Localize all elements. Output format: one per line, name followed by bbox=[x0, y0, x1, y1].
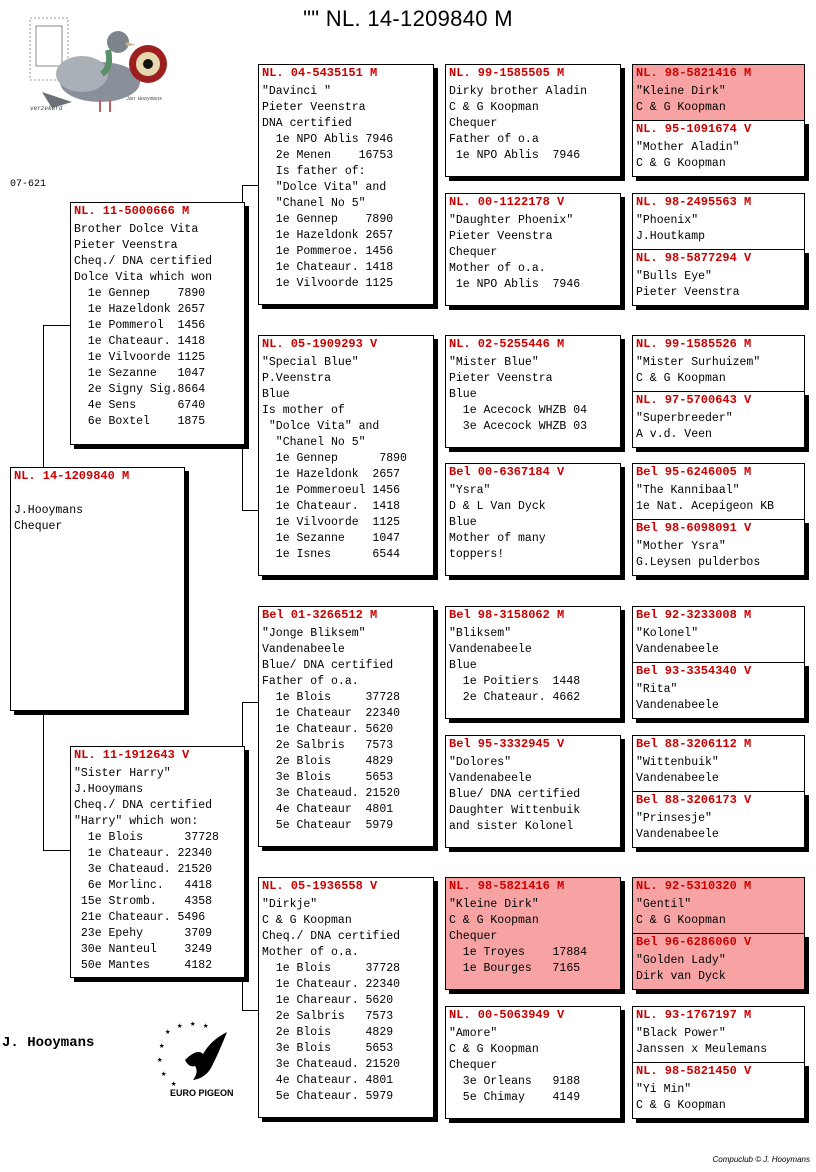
grandmother-maternal-card bbox=[258, 877, 434, 1118]
svg-text:verzekerd: verzekerd bbox=[30, 105, 63, 112]
card-details: "Special Blue" P.Veenstra Blue Is mother of "Dolce Vita" and "Chanel No 5" 1e Gennep 7890 1e Hazeldonk 2657 1e Pommeroeul 1456 1e Chateaur. 1418 1e Vilvoorde 1125 1e Sezanne 1047 1e Isnes 6544 bbox=[262, 356, 407, 561]
card-details: "Bliksem" Vandenabeele Blue 1e Poitiers 1448 2e Chateaur. 4662 bbox=[449, 627, 581, 704]
svg-text:Jan Hooymans: Jan Hooymans bbox=[126, 96, 163, 102]
card-details: "Phoenix" J.Houtkamp bbox=[636, 214, 706, 243]
card-details: "Rita" Vandenabeele bbox=[636, 683, 719, 712]
card-details: "Yi Min" C & G Koopman bbox=[636, 1083, 726, 1112]
ring-number: NL. 00-1122178 V bbox=[449, 195, 565, 209]
ring-number: NL. 99-1585526 M bbox=[636, 337, 752, 351]
mother-card bbox=[70, 746, 245, 978]
great-grandparent-card bbox=[445, 463, 621, 576]
svg-text:★: ★ bbox=[165, 1027, 171, 1037]
ring-number: NL. 02-5255446 M bbox=[449, 337, 565, 351]
grandfather-paternal-card bbox=[258, 64, 434, 305]
ring-number: NL. 98-2495563 M bbox=[636, 195, 752, 209]
connector bbox=[242, 510, 258, 511]
card-details: "Kleine Dirk" C & G Koopman bbox=[636, 85, 726, 114]
father-card bbox=[70, 202, 245, 445]
card-details: J.Hooymans Chequer bbox=[14, 504, 84, 533]
breeder-name: J. Hooymans bbox=[2, 1035, 95, 1051]
ring-number: NL. 98-5821416 M bbox=[449, 879, 565, 893]
grandmother-paternal-card bbox=[258, 335, 434, 576]
connector bbox=[242, 1010, 258, 1011]
ring-number: NL. 05-1909293 V bbox=[262, 337, 378, 351]
euro-pigeon-logo bbox=[155, 1020, 235, 1090]
grandfather-maternal-card bbox=[258, 606, 434, 847]
card-details: "Amore" C & G Koopman Chequer 3e Orleans 9188 5e Chimay 4149 bbox=[449, 1027, 581, 1104]
ring-number: Bel 92-3233008 M bbox=[636, 608, 752, 622]
svg-text:★: ★ bbox=[177, 1021, 183, 1031]
ring-number: Bel 95-3332945 V bbox=[449, 737, 565, 751]
card-details: "Mister Blue" Pieter Veenstra Blue 1e Acecock WHZB 04 3e Acecock WHZB 03 bbox=[449, 356, 588, 433]
card-details: Brother Dolce Vita Pieter Veenstra Cheq./ DNA certified Dolce Vita which won 1e Gennep 7890 1e Hazeldonk 2657 1e Pommerol 1456 1e Chateaur. 1418 1e Vilvoorde 1125 1e Sezanne 1047 2e Signy Sig.8664 4e Sens 6740 6e Boxtel 1875 bbox=[74, 223, 213, 428]
subject-card bbox=[10, 467, 185, 711]
ring-number: NL. 98-5821416 M bbox=[636, 66, 752, 80]
card-details: "Bulls Eye" Pieter Veenstra bbox=[636, 270, 740, 299]
ancestor-card bbox=[632, 735, 805, 792]
ancestor-card bbox=[632, 64, 805, 121]
card-details: "Davinci " Pieter Veenstra DNA certified 1e NPO Ablis 7946 2e Menen 16753 Is father of: "Dolce Vita" and "Chanel No 5" 1e Gennep 7890 1e Hazeldonk 2657 1e Pommeroe. 1456 1e Chateaur. 1418 1e Vilvoorde 1125 bbox=[262, 85, 394, 290]
connector bbox=[242, 702, 258, 703]
ring-number: NL. 11-5000666 M bbox=[74, 204, 190, 218]
ring-number: NL. 92-5310320 M bbox=[636, 879, 752, 893]
copyright-footer: Compuclub © J. Hooymans bbox=[712, 1155, 810, 1164]
ring-number: Bel 01-3266512 M bbox=[262, 608, 378, 622]
svg-text:★: ★ bbox=[203, 1021, 209, 1031]
club-logo bbox=[22, 12, 172, 122]
card-details: "Kolonel" Vandenabeele bbox=[636, 627, 719, 656]
card-details: "Black Power" Janssen x Meulemans bbox=[636, 1027, 768, 1056]
ancestor-card bbox=[632, 519, 805, 576]
ring-number: Bel 88-3206173 V bbox=[636, 793, 752, 807]
ancestor-card bbox=[632, 249, 805, 306]
ring-number: NL. 14-1209840 M bbox=[14, 469, 130, 483]
ancestor-card bbox=[632, 193, 805, 250]
great-grandparent-card bbox=[445, 193, 621, 306]
ancestor-card bbox=[632, 391, 805, 448]
svg-text:★: ★ bbox=[190, 1020, 196, 1029]
ancestor-card bbox=[632, 1062, 805, 1119]
card-details: "Mother Aladin" C & G Koopman bbox=[636, 141, 740, 170]
connector bbox=[43, 850, 70, 851]
card-details: "Kleine Dirk" C & G Koopman Chequer 1e Troyes 17884 1e Bourges 7165 bbox=[449, 898, 588, 975]
ring-number: Bel 98-6098091 V bbox=[636, 521, 752, 535]
great-grandparent-card bbox=[445, 64, 621, 177]
ring-number: NL. 98-5821450 V bbox=[636, 1064, 752, 1078]
ring-number: NL. 98-5877294 V bbox=[636, 251, 752, 265]
card-details: "Daughter Phoenix" Pieter Veenstra Chequer Mother of o.a. 1e NPO Ablis 7946 bbox=[449, 214, 581, 291]
great-grandparent-card bbox=[445, 606, 621, 719]
connector bbox=[43, 325, 44, 468]
great-grandparent-card bbox=[445, 1006, 621, 1119]
great-grandparent-card bbox=[445, 335, 621, 448]
ring-number: Bel 88-3206112 M bbox=[636, 737, 752, 751]
card-details: "Prinsesje" Vandenabeele bbox=[636, 812, 719, 841]
svg-text:★: ★ bbox=[159, 1041, 165, 1051]
pedigree-title: "" NL. 14-1209840 M bbox=[303, 6, 513, 31]
ancestor-card bbox=[632, 877, 805, 934]
ring-number: Bel 00-6367184 V bbox=[449, 465, 565, 479]
ring-number: NL. 97-5700643 V bbox=[636, 393, 752, 407]
ring-number: Bel 98-3158062 M bbox=[449, 608, 565, 622]
card-details: "Jonge Bliksem" Vandenabeele Blue/ DNA certified Father of o.a. 1e Blois 37728 1e Chateaur 22340 1e Chateaur. 5620 2e Salbris 7573 2e Blois 4829 3e Blois 5653 3e Chateaud. 21520 4e Chateaur 4801 5e Chateaur 5979 bbox=[262, 627, 401, 832]
pedigree-code: 07-621 bbox=[10, 179, 47, 190]
great-grandparent-card bbox=[445, 735, 621, 848]
connector bbox=[242, 185, 258, 186]
euro-stars-dove-icon bbox=[155, 1020, 235, 1090]
card-details: "Mister Surhuizem" C & G Koopman bbox=[636, 356, 761, 385]
card-details: "Superbreeder" A v.d. Veen bbox=[636, 412, 733, 441]
ring-number: NL. 93-1767197 M bbox=[636, 1008, 752, 1022]
ancestor-card bbox=[632, 120, 805, 177]
ring-number: NL. 99-1585505 M bbox=[449, 66, 565, 80]
ring-number: NL. 04-5435151 M bbox=[262, 66, 378, 80]
ring-number: Bel 93-3354340 V bbox=[636, 664, 752, 678]
ancestor-card bbox=[632, 662, 805, 719]
ring-number: NL. 05-1936558 V bbox=[262, 879, 378, 893]
card-details: "Dolores" Vandenabeele Blue/ DNA certified Daughter Wittenbuik and sister Kolonel bbox=[449, 756, 581, 833]
ring-number: NL. 00-5063949 V bbox=[449, 1008, 565, 1022]
great-grandparent-card bbox=[445, 877, 621, 990]
svg-text:★: ★ bbox=[157, 1055, 163, 1065]
card-details: "The Kannibaal" 1e Nat. Acepigeon KB bbox=[636, 484, 775, 513]
ancestor-card bbox=[632, 335, 805, 392]
euro-pigeon-label: EURO PIGEON bbox=[170, 1088, 234, 1098]
card-details: Dirky brother Aladin C & G Koopman Chequer Father of o.a 1e NPO Ablis 7946 bbox=[449, 85, 588, 162]
svg-text:★: ★ bbox=[171, 1079, 177, 1089]
ring-number: Bel 95-6246005 M bbox=[636, 465, 752, 479]
ancestor-card bbox=[632, 791, 805, 848]
ancestor-card bbox=[632, 933, 805, 990]
ancestor-card bbox=[632, 463, 805, 520]
card-details: "Dirkje" C & G Koopman Cheq./ DNA certified Mother of o.a. 1e Blois 37728 1e Chateaur. 22340 1e Chareaur. 5620 2e Salbris 7573 2e Blois 4829 3e Blois 5653 3e Chateaud. 21520 4e Chateaur. 4801 5e Chateaur. 5979 bbox=[262, 898, 401, 1103]
card-details: "Gentil" C & G Koopman bbox=[636, 898, 726, 927]
card-details: "Wittenbuik" Vandenabeele bbox=[636, 756, 719, 785]
ring-number: NL. 95-1091674 V bbox=[636, 122, 752, 136]
svg-text:★: ★ bbox=[161, 1069, 167, 1079]
connector bbox=[43, 710, 44, 850]
connector bbox=[43, 325, 70, 326]
card-details: "Golden Lady" Dirk van Dyck bbox=[636, 954, 726, 983]
ancestor-card bbox=[632, 1006, 805, 1063]
ring-number: NL. 11-1912643 V bbox=[74, 748, 190, 762]
pigeon-photo-icon bbox=[22, 12, 172, 122]
card-details: "Ysra" D & L Van Dyck Blue Mother of many toppers! bbox=[449, 484, 546, 561]
card-details: "Sister Harry" J.Hooymans Cheq./ DNA certified "Harry" which won: 1e Blois 37728 1e Chateaur. 22340 3e Chateaud. 21520 6e Morlinc. 4418 15e Stromb. 4358 21e Chateaur. 5496 23e Epehy 3709 30e Nanteul 3249 50e Mantes 4182 bbox=[74, 767, 219, 972]
ring-number: Bel 96-6286060 V bbox=[636, 935, 752, 949]
card-details: "Mother Ysra" G.Leysen pulderbos bbox=[636, 540, 761, 569]
ancestor-card bbox=[632, 606, 805, 663]
